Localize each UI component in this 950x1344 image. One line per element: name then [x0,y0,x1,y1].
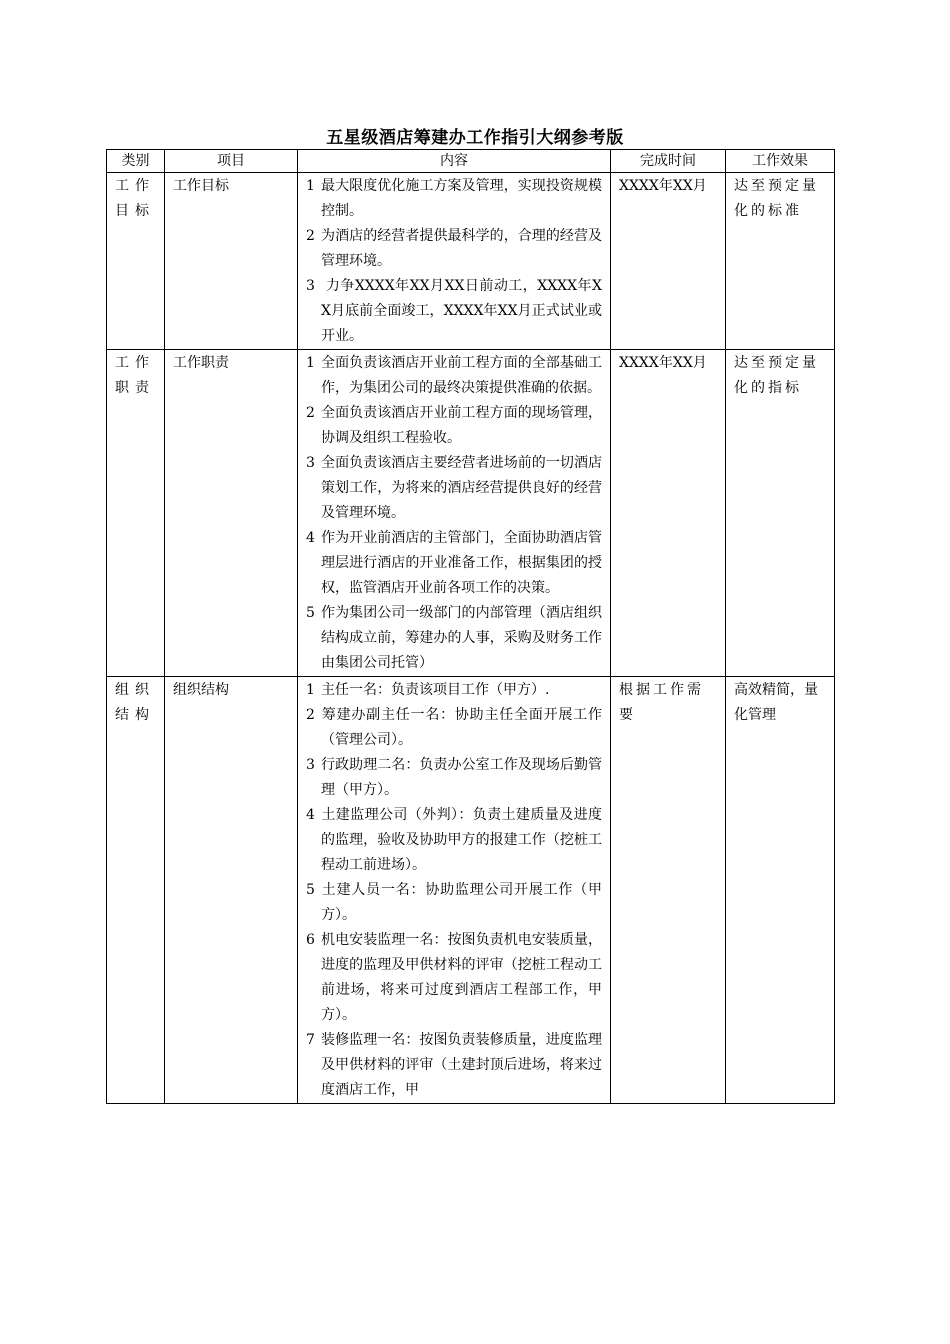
list-number: 1 [306,355,315,371]
list-text: 土建监理公司（外判）：负责土建质量及进度的监理，验收及协助甲方的报建工作（挖桩工程动工前进场）。 [321,807,602,873]
header-time: 完成时间 [611,150,726,173]
cell-time: 根据工作需要 [611,677,726,1104]
list-text: 筹建办副主任一名：协助主任全面开展工作（管理公司）。 [321,707,602,748]
table-row [107,677,835,1104]
list-item [306,401,602,451]
list-number: 3 [306,455,315,471]
cell-item: 组织结构 [165,677,298,1104]
list-text: 机电安装监理一名：按图负责机电安装质量，进度的监理及甲供材料的评审（挖桩工程动工前进场，将来可过度到酒店工程部工作，甲方）。 [321,932,602,1023]
content-list [306,678,602,1103]
list-number: 1 [306,682,315,698]
cell-item: 工作目标 [165,173,298,350]
list-item [306,601,602,676]
header-item: 项目 [165,150,298,173]
list-text: 最大限度优化施工方案及管理，实现投资规模控制。 [321,178,602,219]
list-item [306,928,602,1028]
cell-effect: 高效精简，量化管理 [726,677,835,1104]
list-text: 为酒店的经营者提供最科学的，合理的经营及管理环境。 [321,228,602,269]
list-item [306,174,602,224]
list-number: 6 [306,932,315,948]
list-number: 3 [306,278,315,294]
guideline-table [106,149,835,1104]
list-number: 7 [306,1032,315,1048]
cell-content [298,350,611,677]
list-item [306,753,602,803]
header-effect: 工作效果 [726,150,835,173]
cell-content [298,677,611,1104]
content-list [306,174,602,349]
list-number: 2 [306,405,315,421]
cell-content [298,173,611,350]
list-number: 2 [306,707,315,723]
cell-time: XXXX年XX月 [611,350,726,677]
list-text: 全面负责该酒店开业前工程方面的现场管理，协调及组织工程验收。 [321,405,602,446]
cell-category: 组织结构 [107,677,165,1104]
cell-item: 工作职责 [165,350,298,677]
list-text: 作为开业前酒店的主管部门，全面协助酒店管理层进行酒店的开业准备工作，根据集团的授权，监管酒店开业前各项工作的决策。 [321,530,602,596]
list-item [306,703,602,753]
list-text: 作为集团公司一级部门的内部管理（酒店组织结构成立前，筹建办的人事，采购及财务工作由集团公司托管） [321,605,602,671]
list-item [306,351,602,401]
list-item [306,1028,602,1103]
table-header-row [107,150,835,173]
list-number: 3 [306,757,315,773]
list-item [306,274,602,349]
table-row [107,173,835,350]
list-text: 全面负责该酒店主要经营者进场前的一切酒店策划工作，为将来的酒店经营提供良好的经营及管理环境。 [321,455,602,521]
cell-effect: 达至预定量化的标准 [726,173,835,350]
cell-time: XXXX年XX月 [611,173,726,350]
cell-category: 工作目标 [107,173,165,350]
list-item [306,878,602,928]
list-text: 全面负责该酒店开业前工程方面的全部基础工作，为集团公司的最终决策提供准确的依据。 [321,355,602,396]
list-text: 主任一名：负责该项目工作（甲方）. [321,682,550,698]
list-number: 4 [306,530,315,546]
list-number: 5 [306,605,315,621]
list-text: 力争XXXX年XX月XX日前动工，XXXX年XX月底前全面竣工，XXXX年XX月正式试业或开业。 [321,278,602,344]
list-number: 1 [306,178,315,194]
list-number: 4 [306,807,315,823]
list-item [306,526,602,601]
list-number: 5 [306,882,315,898]
content-list [306,351,602,676]
list-number: 2 [306,228,315,244]
table-row [107,350,835,677]
list-item [306,451,602,526]
cell-category: 工作职责 [107,350,165,677]
cell-effect: 达至预定量化的指标 [726,350,835,677]
header-content: 内容 [298,150,611,173]
list-item [306,803,602,878]
header-category: 类别 [107,150,165,173]
list-text: 行政助理二名：负责办公室工作及现场后勤管理（甲方）。 [321,757,602,798]
list-item [306,224,602,274]
list-text: 装修监理一名：按图负责装修质量，进度监理及甲供材料的评审（土建封顶后进场，将来过度酒店工作，甲 [321,1032,602,1098]
list-text: 土建人员一名：协助监理公司开展工作（甲方）。 [321,882,602,923]
list-item [306,678,602,703]
document-title: 五星级酒店筹建办工作指引大纲参考版 [326,128,624,148]
